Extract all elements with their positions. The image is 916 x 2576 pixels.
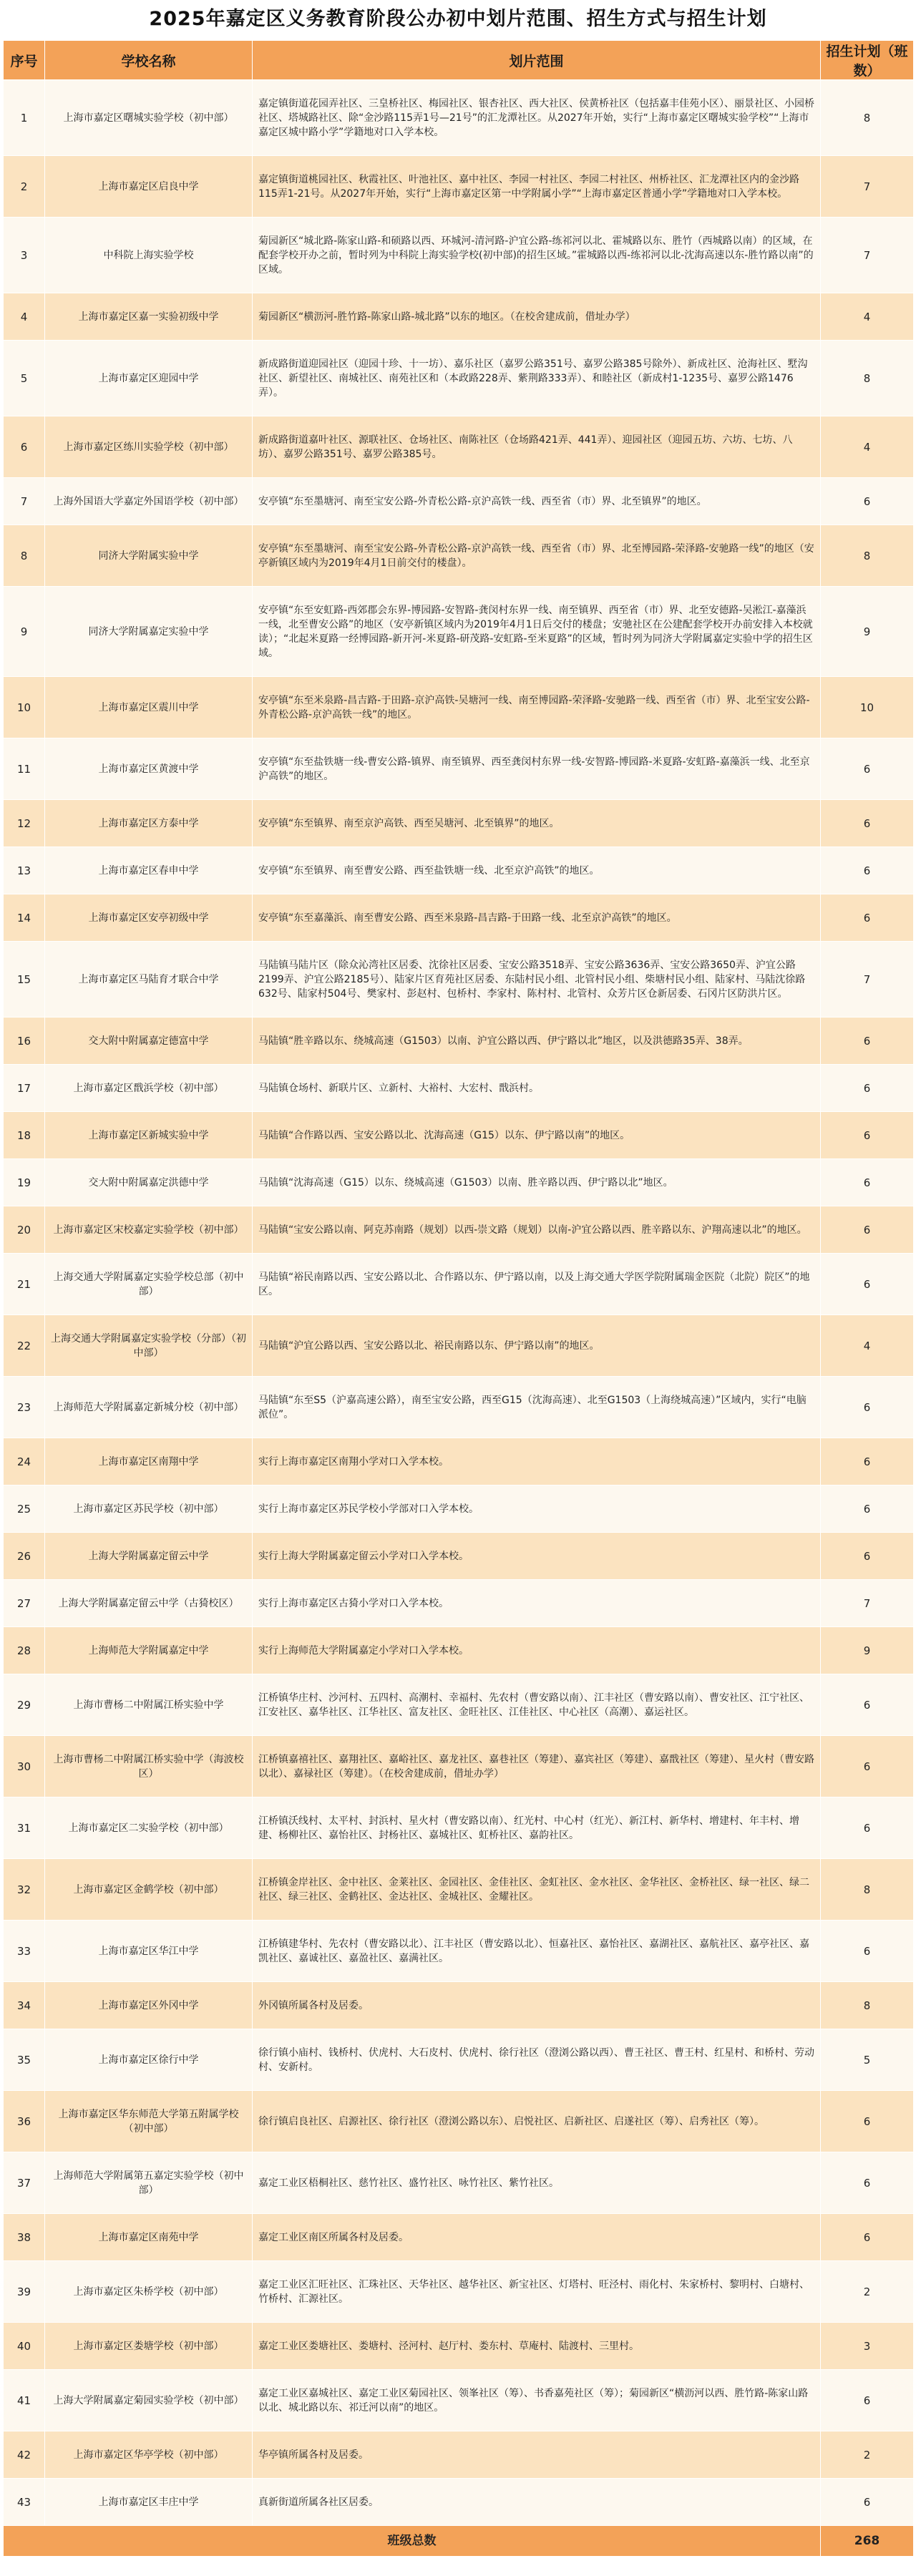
cell-no: 35 [4, 2029, 45, 2091]
cell-no: 19 [4, 1159, 45, 1206]
cell-school: 上海市嘉定区练川实验学校（初中部） [45, 416, 253, 478]
cell-plan: 6 [821, 1254, 914, 1315]
cell-no: 23 [4, 1377, 45, 1438]
cell-no: 41 [4, 2370, 45, 2431]
cell-area: 马陆镇“宝安公路以南、阿克苏南路（规划）以西-崇文路（规划）以南-沪宜公路以西、胜辛路以东、沪翔高速以北”的地区。 [253, 1206, 821, 1254]
table-row [4, 1797, 914, 1859]
cell-plan: 6 [821, 738, 914, 800]
cell-area: 安亭镇“东至嘉藻浜、南至曹安公路、西至米泉路-昌吉路-于田路一线、北至京沪高铁”的地区。 [253, 894, 821, 942]
table-body [4, 80, 914, 2526]
cell-no: 34 [4, 1982, 45, 2029]
table-row [4, 1159, 914, 1206]
cell-school: 交大附中附属嘉定洪德中学 [45, 1159, 253, 1206]
cell-school: 上海市嘉定区启良中学 [45, 156, 253, 218]
cell-school: 上海交通大学附属嘉定实验学校（分部）（初中部） [45, 1315, 253, 1377]
table-row [4, 1921, 914, 1982]
table-row [4, 847, 914, 894]
table-row [4, 2029, 914, 2091]
cell-no: 6 [4, 416, 45, 478]
cell-school: 上海大学附属嘉定留云中学（古猗校区） [45, 1580, 253, 1627]
table-row [4, 1112, 914, 1159]
cell-area: 马陆镇“合作路以西、宝安公路以北、沈海高速（G15）以东、伊宁路以南”的地区。 [253, 1112, 821, 1159]
table-row [4, 1982, 914, 2029]
cell-plan: 9 [821, 587, 914, 677]
cell-plan: 2 [821, 2431, 914, 2479]
cell-area: 实行上海市嘉定区南翔小学对口入学本校。 [253, 1438, 821, 1485]
cell-plan: 6 [821, 1112, 914, 1159]
enrollment-table [3, 40, 914, 2557]
cell-plan: 7 [821, 156, 914, 218]
cell-plan: 6 [821, 894, 914, 942]
cell-school: 上海外国语大学嘉定外国语学校（初中部） [45, 478, 253, 525]
cell-plan: 7 [821, 218, 914, 293]
total-row [4, 2526, 914, 2557]
cell-area: 嘉定工业区南区所属各村及居委。 [253, 2214, 821, 2261]
cell-no: 18 [4, 1112, 45, 1159]
cell-school: 上海市曹杨二中附属江桥实验中学 [45, 1674, 253, 1736]
cell-plan: 6 [821, 2214, 914, 2261]
cell-area: 嘉定镇街道桃园社区、秋霞社区、叶池社区、嘉中社区、李园一村社区、李园二村社区、州桥社区、汇龙潭社区内的金沙路115弄1-21号。从2027年开始，实行“上海市嘉定区第一中学附属小学”“上海市嘉定区普通小学”学籍地对口入学本校。 [253, 156, 821, 218]
cell-school: 上海市嘉定区马陆育才联合中学 [45, 942, 253, 1018]
cell-no: 8 [4, 525, 45, 587]
cell-no: 1 [4, 80, 45, 156]
cell-plan: 7 [821, 1580, 914, 1627]
cell-school: 同济大学附属嘉定实验中学 [45, 587, 253, 677]
cell-plan: 6 [821, 2091, 914, 2152]
cell-no: 39 [4, 2261, 45, 2323]
cell-no: 37 [4, 2152, 45, 2214]
cell-no: 24 [4, 1438, 45, 1485]
table-row [4, 1533, 914, 1580]
cell-no: 26 [4, 1533, 45, 1580]
table-row [4, 2479, 914, 2526]
cell-no: 4 [4, 293, 45, 341]
cell-area: 马陆镇马陆片区（除众沁湾社区居委、沈徐社区居委、宝安公路3518弄、宝安公路3636弄、宝安公路3650弄、沪宜公路2199弄、沪宜公路2185号）、陆家片区育苑社区居委、东陆村民小组、北管村民小组、柴塘村民小组、陆家村、马陆沈徐路632号、陆家村504号、樊家村、彭赵村、包桥村、李家村、陈村村、北管村、众芳片区仓新居委、石冈片区防洪片区。 [253, 942, 821, 1018]
cell-area: 菊园新区“城北路-陈家山路-和硕路以西、环城河-清河路-沪宜公路-练祁河以北、霍城路以东、胜竹（西城路以南）的区域，在配套学校开办之前，暂时列为中科院上海实验学校(初中部)的招生区域。”霍城路以西-练祁河以北-沈海高速以东-胜竹路以南”的区域。 [253, 218, 821, 293]
cell-school: 中科院上海实验学校 [45, 218, 253, 293]
table-row [4, 1018, 914, 1065]
cell-area: 安亭镇“东至盐铁塘一线-曹安公路-镇界、南至镇界、西至龚闵村东界一线-安智路-博园路-米夏路-安虹路-嘉藻浜一线、北至京沪高铁”的地区。 [253, 738, 821, 800]
cell-no: 14 [4, 894, 45, 942]
cell-area: 江桥镇金岸社区、金中社区、金莱社区、金园社区、金佳社区、金虹社区、金水社区、金华社区、金桥社区、绿一社区、绿二社区、绿三社区、金鹤社区、金达社区、金城社区、金耀社区。 [253, 1859, 821, 1921]
table-row [4, 942, 914, 1018]
cell-school: 上海市嘉定区黄渡中学 [45, 738, 253, 800]
total-label: 班级总数 [4, 2526, 821, 2557]
cell-school: 上海市曹杨二中附属江桥实验中学（海波校区） [45, 1736, 253, 1797]
cell-area: 安亭镇“东至安虹路-西郊郡会东界-博园路-安智路-龚闵村东界一线、南至镇界、西至省（市）界、北至安德路-吴淞江-嘉藻浜一线，北至曹安公路”的地区（安亭新镇区域内为2019年4月1日后交付的楼盘；安驰社区在公建配套学校开办前安排入本校就读）；“北起米夏路一经博园路-新开河-米夏路-研茂路-安虹路-至米夏路”的区域，暂时列为同济大学附属嘉定实验中学的招生区域。 [253, 587, 821, 677]
table-row [4, 677, 914, 738]
cell-area: 安亭镇“东至镇界、南至曹安公路、西至盐铁塘一线、北至京沪高铁”的地区。 [253, 847, 821, 894]
cell-school: 上海市嘉定区南翔中学 [45, 1438, 253, 1485]
cell-plan: 6 [821, 1438, 914, 1485]
cell-school: 上海市嘉定区二实验学校（初中部） [45, 1797, 253, 1859]
table-row [4, 293, 914, 341]
cell-school: 上海师范大学附属嘉定新城分校（初中部） [45, 1377, 253, 1438]
cell-plan: 6 [821, 2370, 914, 2431]
cell-plan: 6 [821, 1674, 914, 1736]
cell-area: 实行上海市嘉定区苏民学校小学部对口入学本校。 [253, 1485, 821, 1533]
cell-area: 嘉定工业区娄塘社区、娄塘村、泾河村、赵厅村、娄东村、草庵村、陆渡村、三里村。 [253, 2323, 821, 2370]
cell-area: 江桥镇嘉禧社区、嘉翔社区、嘉峪社区、嘉龙社区、嘉巷社区（筹建）、嘉宾社区（筹建）、嘉戬社区（筹建）、星火村（曹安路以北）、嘉禄社区（筹建）。（在校舍建成前，借址办学） [253, 1736, 821, 1797]
table-row [4, 1580, 914, 1627]
header-no: 序号 [4, 41, 45, 80]
cell-plan: 6 [821, 1736, 914, 1797]
cell-no: 7 [4, 478, 45, 525]
cell-no: 13 [4, 847, 45, 894]
cell-school: 上海市嘉定区丰庄中学 [45, 2479, 253, 2526]
cell-school: 上海市嘉定区南苑中学 [45, 2214, 253, 2261]
cell-no: 11 [4, 738, 45, 800]
table-row [4, 80, 914, 156]
cell-school: 上海大学附属嘉定菊园实验学校（初中部） [45, 2370, 253, 2431]
cell-area: 江桥镇建华村、先农村（曹安路以北）、江丰社区（曹安路以北）、恒嘉社区、嘉怡社区、嘉湖社区、嘉航社区、嘉亭社区、嘉凯社区、嘉诚社区、嘉盈社区、嘉满社区。 [253, 1921, 821, 1982]
table-row [4, 1315, 914, 1377]
cell-no: 10 [4, 677, 45, 738]
cell-plan: 5 [821, 2029, 914, 2091]
cell-area: 马陆镇“东至S5（沪嘉高速公路），南至宝安公路，西至G15（沈海高速）、北至G1503（上海绕城高速）”区域内，实行“电脑派位”。 [253, 1377, 821, 1438]
cell-school: 上海市嘉定区方泰中学 [45, 800, 253, 847]
table-row [4, 341, 914, 416]
page-title: 2025年嘉定区义务教育阶段公办初中划片范围、招生方式与招生计划 [149, 8, 767, 30]
table-row [4, 1438, 914, 1485]
table-header-row [4, 41, 914, 80]
cell-school: 上海市嘉定区徐行中学 [45, 2029, 253, 2091]
cell-no: 2 [4, 156, 45, 218]
cell-area: 真新街道所属各社区居委。 [253, 2479, 821, 2526]
cell-no: 25 [4, 1485, 45, 1533]
cell-no: 22 [4, 1315, 45, 1377]
table-row [4, 2214, 914, 2261]
cell-school: 同济大学附属实验中学 [45, 525, 253, 587]
cell-plan: 8 [821, 341, 914, 416]
header-plan: 招生计划（班数） [821, 41, 914, 80]
cell-school: 上海市嘉定区金鹤学校（初中部） [45, 1859, 253, 1921]
table-row [4, 2261, 914, 2323]
cell-school: 上海师范大学附属嘉定中学 [45, 1627, 253, 1674]
cell-area: 徐行镇启良社区、启源社区、徐行社区（澄浏公路以东）、启悦社区、启新社区、启遂社区（筹）、启秀社区（筹）。 [253, 2091, 821, 2152]
cell-school: 上海市嘉定区朱桥学校（初中部） [45, 2261, 253, 2323]
table-row [4, 1377, 914, 1438]
cell-area: 菊园新区“横沥河-胜竹路-陈家山路-城北路”以东的地区。（在校舍建成前，借址办学） [253, 293, 821, 341]
cell-school: 上海市嘉定区苏民学校（初中部） [45, 1485, 253, 1533]
table-row [4, 2431, 914, 2479]
cell-school: 上海市嘉定区外冈中学 [45, 1982, 253, 2029]
cell-area: 实行上海大学附属嘉定留云小学对口入学本校。 [253, 1533, 821, 1580]
cell-area: 马陆镇“胜辛路以东、绕城高速（G1503）以南、沪宜公路以西、伊宁路以北”地区，以及洪德路35弄、38弄。 [253, 1018, 821, 1065]
total-value: 268 [821, 2526, 914, 2557]
cell-no: 5 [4, 341, 45, 416]
table-row [4, 1206, 914, 1254]
cell-plan: 6 [821, 2152, 914, 2214]
cell-school: 上海市嘉定区迎园中学 [45, 341, 253, 416]
cell-area: 马陆镇仓场村、新联片区、立新村、大裕村、大宏村、戬浜村。 [253, 1065, 821, 1112]
table-row [4, 800, 914, 847]
cell-no: 3 [4, 218, 45, 293]
cell-no: 9 [4, 587, 45, 677]
table-row [4, 1254, 914, 1315]
cell-school: 上海市嘉定区新城实验中学 [45, 1112, 253, 1159]
cell-no: 27 [4, 1580, 45, 1627]
cell-no: 21 [4, 1254, 45, 1315]
cell-no: 36 [4, 2091, 45, 2152]
cell-school: 上海市嘉定区华江中学 [45, 1921, 253, 1982]
cell-school: 上海市嘉定区戬浜学校（初中部） [45, 1065, 253, 1112]
cell-area: 嘉定工业区嘉城社区、嘉定工业区菊园社区、领峯社区（筹）、书香嘉苑社区（筹）；菊园新区“横沥河以西、胜竹路-陈家山路以北、城北路以东、祁迁河以南”的地区。 [253, 2370, 821, 2431]
cell-school: 上海市嘉定区曙城实验学校（初中部） [45, 80, 253, 156]
header-area: 划片范围 [253, 41, 821, 80]
table-row [4, 416, 914, 478]
table-row [4, 478, 914, 525]
cell-plan: 6 [821, 847, 914, 894]
header-school: 学校名称 [45, 41, 253, 80]
cell-no: 29 [4, 1674, 45, 1736]
table-row [4, 1674, 914, 1736]
cell-no: 43 [4, 2479, 45, 2526]
cell-school: 上海市嘉定区震川中学 [45, 677, 253, 738]
cell-area: 安亭镇“东至墨塘河、南至宝安公路-外青松公路-京沪高铁一线、西至省（市）界、北至镇界”的地区。 [253, 478, 821, 525]
cell-no: 38 [4, 2214, 45, 2261]
cell-plan: 10 [821, 677, 914, 738]
table-row [4, 1859, 914, 1921]
cell-no: 31 [4, 1797, 45, 1859]
table-row [4, 218, 914, 293]
cell-no: 20 [4, 1206, 45, 1254]
cell-plan: 6 [821, 1921, 914, 1982]
cell-plan: 6 [821, 478, 914, 525]
cell-school: 上海市嘉定区春申中学 [45, 847, 253, 894]
cell-plan: 6 [821, 1159, 914, 1206]
cell-area: 江桥镇沃线村、太平村、封浜村、星火村（曹安路以南）、红光村、中心村（红光）、新江村、新华村、增建村、年丰村、增建、杨柳社区、嘉怡社区、封杨社区、嘉城社区、虹桥社区、嘉韵社区。 [253, 1797, 821, 1859]
table-row [4, 1485, 914, 1533]
cell-plan: 8 [821, 1982, 914, 2029]
cell-area: 嘉定镇街道花园弄社区、三皇桥社区、梅园社区、银杏社区、西大社区、侯黄桥社区（包括嘉丰佳苑小区）、丽景社区、小园桥社区、塔城路社区、除“金沙路115弄1号—21号”的汇龙潭社区。从2027年开始，实行“上海市嘉定区曙城实验学校”“上海市嘉定区城中路小学”学籍地对口入学本校。 [253, 80, 821, 156]
cell-school: 交大附中附属嘉定德富中学 [45, 1018, 253, 1065]
cell-plan: 6 [821, 800, 914, 847]
cell-area: 马陆镇“沪宜公路以西、宝安公路以北、裕民南路以东、伊宁路以南”的地区。 [253, 1315, 821, 1377]
cell-school: 上海市嘉定区华东师范大学第五附属学校（初中部） [45, 2091, 253, 2152]
cell-plan: 6 [821, 1533, 914, 1580]
table-row [4, 2152, 914, 2214]
cell-plan: 6 [821, 1206, 914, 1254]
cell-plan: 8 [821, 80, 914, 156]
table-row [4, 525, 914, 587]
table-row [4, 2370, 914, 2431]
cell-school: 上海师范大学附属第五嘉定实验学校（初中部） [45, 2152, 253, 2214]
cell-plan: 4 [821, 416, 914, 478]
cell-no: 15 [4, 942, 45, 1018]
cell-plan: 7 [821, 942, 914, 1018]
cell-plan: 6 [821, 1018, 914, 1065]
cell-plan: 6 [821, 1065, 914, 1112]
cell-area: 马陆镇“裕民南路以西、宝安公路以北、合作路以东、伊宁路以南，以及上海交通大学医学院附属瑞金医院（北院）院区”的地区。 [253, 1254, 821, 1315]
cell-plan: 8 [821, 525, 914, 587]
cell-plan: 6 [821, 1797, 914, 1859]
cell-area: 实行上海市嘉定区古猗小学对口入学本校。 [253, 1580, 821, 1627]
table-row [4, 1065, 914, 1112]
cell-area: 江桥镇华庄村、沙河村、五四村、高潮村、幸福村、先农村（曹安路以南）、江丰社区（曹安路以南）、曹安社区、江宁社区、江安社区、嘉华社区、江华社区、富友社区、金旺社区、江佳社区、中心社区（高潮）、嘉运社区。 [253, 1674, 821, 1736]
table-row [4, 894, 914, 942]
cell-no: 17 [4, 1065, 45, 1112]
cell-area: 嘉定工业区梧桐社区、慈竹社区、盛竹社区、咏竹社区、紫竹社区。 [253, 2152, 821, 2214]
cell-school: 上海市嘉定区宋校嘉定实验学校（初中部） [45, 1206, 253, 1254]
cell-area: 安亭镇“东至镇界、南至京沪高铁、西至吴塘河、北至镇界”的地区。 [253, 800, 821, 847]
cell-no: 16 [4, 1018, 45, 1065]
cell-school: 上海市嘉定区嘉一实验初级中学 [45, 293, 253, 341]
cell-area: 马陆镇“沈海高速（G15）以东、绕城高速（G1503）以南、胜辛路以西、伊宁路以北”地区。 [253, 1159, 821, 1206]
cell-no: 28 [4, 1627, 45, 1674]
cell-school: 上海市嘉定区华亭学校（初中部） [45, 2431, 253, 2479]
cell-no: 40 [4, 2323, 45, 2370]
table-row [4, 2091, 914, 2152]
cell-no: 33 [4, 1921, 45, 1982]
cell-area: 安亭镇“东至墨塘河、南至宝安公路-外青松公路-京沪高铁一线、西至省（市）界、北至博园路-荣泽路-安驰路一线”的地区（安亭新镇区域内为2019年4月1日前交付的楼盘）。 [253, 525, 821, 587]
cell-no: 12 [4, 800, 45, 847]
cell-plan: 6 [821, 1377, 914, 1438]
cell-school: 上海交通大学附属嘉定实验学校总部（初中部） [45, 1254, 253, 1315]
table-row [4, 587, 914, 677]
cell-area: 新成路街道嘉叶社区、源联社区、仓场社区、南陈社区（仓场路421弄、441弄）、迎园社区（迎园五坊、六坊、七坊、八坊）、嘉罗公路351号、嘉罗公路385号。 [253, 416, 821, 478]
cell-area: 徐行镇小庙村、钱桥村、伏虎村、大石皮村、伏虎村、徐行社区（澄浏公路以西）、曹王社区、曹王村、红星村、和桥村、劳动村、安新村。 [253, 2029, 821, 2091]
cell-area: 新成路街道迎园社区（迎园十珍、十一坊）、嘉乐社区（嘉罗公路351号、嘉罗公路385号除外）、新成社区、沧海社区、墅沟社区、新望社区、南城社区、南苑社区和（本政路228弄、紫荆路333弄）、和睦社区（新成村1-1235号、嘉罗公路1476弄）。 [253, 341, 821, 416]
cell-area: 实行上海师范大学附属嘉定小学对口入学本校。 [253, 1627, 821, 1674]
cell-no: 30 [4, 1736, 45, 1797]
cell-area: 外冈镇所属各村及居委。 [253, 1982, 821, 2029]
cell-area: 安亭镇“东至米泉路-昌吉路-于田路-京沪高铁-吴塘河一线、南至博园路-荣泽路-安驰路一线、西至省（市）界、北至宝安公路-外青松公路-京沪高铁一线”的地区。 [253, 677, 821, 738]
cell-area: 华亭镇所属各村及居委。 [253, 2431, 821, 2479]
cell-school: 上海大学附属嘉定留云中学 [45, 1533, 253, 1580]
cell-plan: 6 [821, 2479, 914, 2526]
cell-plan: 2 [821, 2261, 914, 2323]
cell-school: 上海市嘉定区安亭初级中学 [45, 894, 253, 942]
table-row [4, 156, 914, 218]
cell-plan: 3 [821, 2323, 914, 2370]
cell-plan: 9 [821, 1627, 914, 1674]
cell-no: 32 [4, 1859, 45, 1921]
table-row [4, 1736, 914, 1797]
table-row [4, 1627, 914, 1674]
cell-plan: 4 [821, 293, 914, 341]
cell-plan: 4 [821, 1315, 914, 1377]
cell-plan: 6 [821, 1485, 914, 1533]
cell-school: 上海市嘉定区娄塘学校（初中部） [45, 2323, 253, 2370]
table-row [4, 738, 914, 800]
table-row [4, 2323, 914, 2370]
cell-plan: 8 [821, 1859, 914, 1921]
cell-no: 42 [4, 2431, 45, 2479]
cell-area: 嘉定工业区汇旺社区、汇珠社区、天华社区、越华社区、新宝社区、灯塔村、旺泾村、雨化村、朱家桥村、黎明村、白塘村、竹桥村、汇源社区。 [253, 2261, 821, 2323]
